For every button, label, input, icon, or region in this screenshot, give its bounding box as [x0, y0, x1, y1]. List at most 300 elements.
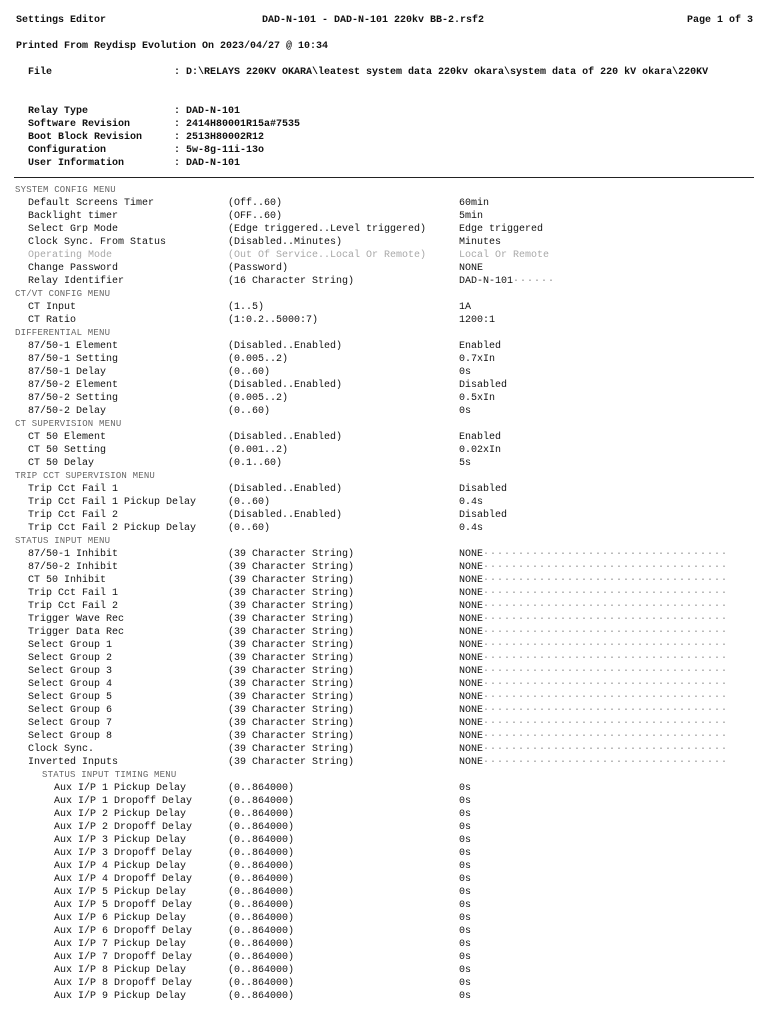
- setting-value-text: NONE: [459, 263, 484, 274]
- page-number: Page 1 of 3: [686, 15, 753, 26]
- setting-name: Aux I/P 7 Pickup Delay: [54, 939, 187, 950]
- setting-value: [459, 925, 471, 938]
- setting-value: [459, 730, 728, 743]
- setting-name: Aux I/P 4 Pickup Delay: [54, 861, 187, 872]
- setting-name: CT Input: [28, 302, 77, 313]
- setting-value: [459, 977, 471, 990]
- setting-value: [459, 379, 507, 392]
- setting-row: [0, 236, 768, 249]
- value-fill-dots: ···································: [483, 705, 729, 716]
- setting-value-text: 0s: [459, 978, 472, 989]
- setting-value-text: 0s: [459, 952, 472, 963]
- setting-name: Change Password: [28, 263, 119, 274]
- setting-row: [0, 873, 768, 886]
- setting-name: Clock Sync.: [28, 744, 95, 755]
- setting-range: (39 Character String): [228, 640, 355, 651]
- setting-range: (0..864000): [228, 952, 295, 963]
- section-header: [0, 535, 768, 548]
- setting-value-text: 0.4s: [459, 523, 484, 534]
- setting-row: [0, 379, 768, 392]
- setting-value: [459, 652, 728, 665]
- value-fill-dots: ···································: [483, 549, 729, 560]
- setting-value: [459, 964, 471, 977]
- section-header: [0, 288, 768, 301]
- setting-value: [459, 639, 728, 652]
- setting-name: Operating Mode: [28, 250, 113, 261]
- setting-row: [0, 522, 768, 535]
- setting-range: (0..60): [228, 367, 271, 378]
- setting-range: (Disabled..Enabled): [228, 380, 343, 391]
- setting-row: [0, 730, 768, 743]
- setting-row: [0, 561, 768, 574]
- setting-row: [0, 652, 768, 665]
- setting-row: [0, 223, 768, 236]
- setting-name: CT 50 Inhibit: [28, 575, 107, 586]
- setting-name: Clock Sync. From Status: [28, 237, 167, 248]
- setting-name: Aux I/P 8 Pickup Delay: [54, 965, 187, 976]
- setting-row: [0, 483, 768, 496]
- setting-value-text: 0s: [459, 822, 472, 833]
- setting-value-text: 5s: [459, 458, 472, 469]
- info-label: Relay Type: [28, 106, 89, 117]
- setting-row: [0, 366, 768, 379]
- setting-range: (39 Character String): [228, 744, 355, 755]
- setting-name: 87/50-1 Inhibit: [28, 549, 119, 560]
- setting-value-text: 0s: [459, 939, 472, 950]
- document-title: DAD-N-101 - DAD-N-101 220kv BB-2.rsf2: [262, 15, 485, 26]
- setting-name: Trigger Wave Rec: [28, 614, 125, 625]
- setting-row: [0, 496, 768, 509]
- setting-row: [0, 600, 768, 613]
- setting-value-text: Disabled: [459, 380, 508, 391]
- info-label: User Information: [28, 158, 125, 169]
- setting-range: (39 Character String): [228, 549, 355, 560]
- setting-value-text: NONE: [459, 627, 484, 638]
- setting-value: [459, 743, 728, 756]
- setting-row: [0, 990, 768, 1003]
- info-label: Software Revision: [28, 119, 131, 130]
- setting-name: Select Group 2: [28, 653, 113, 664]
- setting-row: [0, 249, 768, 262]
- setting-name: CT 50 Delay: [28, 458, 95, 469]
- setting-value-text: Enabled: [459, 432, 502, 443]
- setting-value: [459, 262, 483, 275]
- setting-range: (39 Character String): [228, 718, 355, 729]
- setting-value-text: Enabled: [459, 341, 502, 352]
- setting-range: (1..5): [228, 302, 265, 313]
- setting-range: (0..864000): [228, 939, 295, 950]
- setting-row: [0, 691, 768, 704]
- setting-value: [459, 795, 471, 808]
- setting-value-text: 0.4s: [459, 497, 484, 508]
- setting-name: Trigger Data Rec: [28, 627, 125, 638]
- setting-range: (0.005..2): [228, 354, 289, 365]
- setting-name: Aux I/P 7 Dropoff Delay: [54, 952, 193, 963]
- setting-name: 87/50-1 Setting: [28, 354, 119, 365]
- setting-name: Select Group 8: [28, 731, 113, 742]
- setting-value-text: 60min: [459, 198, 490, 209]
- setting-name: Aux I/P 1 Pickup Delay: [54, 783, 187, 794]
- setting-name: 87/50-1 Delay: [28, 367, 107, 378]
- setting-value-text: Edge triggered: [459, 224, 544, 235]
- setting-value: [459, 301, 471, 314]
- setting-row: [0, 977, 768, 990]
- relay-type-line: [28, 106, 240, 117]
- setting-range: (39 Character String): [228, 588, 355, 599]
- setting-range: (Disabled..Minutes): [228, 237, 343, 248]
- setting-range: (0..864000): [228, 783, 295, 794]
- info-value: : 2414H80001R15a#7535: [174, 119, 301, 130]
- setting-value: [459, 600, 728, 613]
- setting-range: (0..864000): [228, 913, 295, 924]
- setting-range: (0..60): [228, 497, 271, 508]
- settings-list: [0, 184, 768, 1003]
- file-line: [28, 67, 708, 78]
- setting-value: [459, 990, 471, 1003]
- setting-value: [459, 899, 471, 912]
- setting-value-text: 0s: [459, 367, 472, 378]
- value-fill-dots: ······: [513, 276, 556, 287]
- setting-value-text: 0s: [459, 783, 472, 794]
- setting-row: [0, 639, 768, 652]
- setting-value: [459, 314, 495, 327]
- configuration-line: [28, 145, 264, 156]
- setting-row: [0, 301, 768, 314]
- setting-range: (0..864000): [228, 796, 295, 807]
- value-fill-dots: ···································: [483, 562, 729, 573]
- setting-value: [459, 444, 501, 457]
- setting-value: [459, 366, 471, 379]
- setting-range: (0.1..60): [228, 458, 283, 469]
- info-value: : 2513H80002R12: [174, 132, 265, 143]
- setting-range: (39 Character String): [228, 653, 355, 664]
- setting-value: [459, 873, 471, 886]
- setting-name: Aux I/P 8 Dropoff Delay: [54, 978, 193, 989]
- info-label: Boot Block Revision: [28, 132, 143, 143]
- setting-name: Relay Identifier: [28, 276, 125, 287]
- setting-row: [0, 743, 768, 756]
- setting-row: [0, 756, 768, 769]
- file-path: : D:\RELAYS 220KV OKARA\leatest system data 220kv okara\system data of 220 kV okara\220KV: [174, 67, 709, 78]
- setting-value: [459, 509, 507, 522]
- setting-value-text: 0.5xIn: [459, 393, 496, 404]
- setting-range: (39 Character String): [228, 692, 355, 703]
- setting-row: [0, 938, 768, 951]
- value-fill-dots: ···································: [483, 757, 729, 768]
- printed-from-line: Printed From Reydisp Evolution On 2023/04/27 @ 10:34: [16, 41, 329, 52]
- setting-value-text: 0s: [459, 874, 472, 885]
- setting-name: Trip Cct Fail 2: [28, 601, 119, 612]
- setting-range: (0.005..2): [228, 393, 289, 404]
- setting-name: Aux I/P 2 Dropoff Delay: [54, 822, 193, 833]
- setting-row: [0, 886, 768, 899]
- setting-value-text: 0s: [459, 835, 472, 846]
- setting-row: [0, 275, 768, 288]
- value-fill-dots: ···································: [483, 679, 729, 690]
- setting-row: [0, 847, 768, 860]
- setting-name: Inverted Inputs: [28, 757, 119, 768]
- setting-value-text: 0s: [459, 926, 472, 937]
- setting-name: CT 50 Element: [28, 432, 107, 443]
- setting-range: (0.001..2): [228, 445, 289, 456]
- value-fill-dots: ···································: [483, 627, 729, 638]
- setting-value-text: NONE: [459, 679, 484, 690]
- setting-value: [459, 197, 489, 210]
- setting-row: [0, 548, 768, 561]
- setting-range: (16 Character String): [228, 276, 355, 287]
- setting-value-text: 0s: [459, 965, 472, 976]
- setting-name: Aux I/P 5 Dropoff Delay: [54, 900, 193, 911]
- setting-value: [459, 561, 728, 574]
- boot-block-revision-line: [28, 132, 264, 143]
- setting-row: [0, 834, 768, 847]
- setting-value-text: 0s: [459, 406, 472, 417]
- setting-value: [459, 431, 501, 444]
- setting-name: Trip Cct Fail 2: [28, 510, 119, 521]
- value-fill-dots: ···································: [483, 718, 729, 729]
- section-title: SYSTEM CONFIG MENU: [15, 185, 116, 195]
- setting-range: (0..60): [228, 406, 271, 417]
- file-label: File: [28, 67, 53, 78]
- setting-row: [0, 951, 768, 964]
- setting-value: [459, 951, 471, 964]
- value-fill-dots: ···································: [483, 731, 729, 742]
- section-title: TRIP CCT SUPERVISION MENU: [15, 471, 156, 481]
- setting-range: (Disabled..Enabled): [228, 510, 343, 521]
- setting-range: (0..864000): [228, 991, 295, 1002]
- setting-row: [0, 795, 768, 808]
- setting-range: (0..864000): [228, 835, 295, 846]
- setting-name: Trip Cct Fail 1 Pickup Delay: [28, 497, 197, 508]
- setting-value: [459, 847, 471, 860]
- setting-range: (OFF..60): [228, 211, 283, 222]
- setting-value: [459, 613, 728, 626]
- software-revision-line: [28, 119, 300, 130]
- section-header: [0, 470, 768, 483]
- setting-value-text: NONE: [459, 588, 484, 599]
- setting-range: (39 Character String): [228, 562, 355, 573]
- setting-range: (39 Character String): [228, 757, 355, 768]
- setting-value-text: Disabled: [459, 510, 508, 521]
- setting-value-text: NONE: [459, 731, 484, 742]
- setting-name: Aux I/P 3 Pickup Delay: [54, 835, 187, 846]
- setting-name: Select Grp Mode: [28, 224, 119, 235]
- setting-range: (0..864000): [228, 965, 295, 976]
- setting-name: Aux I/P 6 Pickup Delay: [54, 913, 187, 924]
- setting-name: Select Group 5: [28, 692, 113, 703]
- setting-value: [459, 223, 543, 236]
- setting-row: [0, 509, 768, 522]
- setting-name: Backlight timer: [28, 211, 119, 222]
- setting-value: [459, 665, 728, 678]
- setting-row: [0, 912, 768, 925]
- setting-value-text: 0s: [459, 861, 472, 872]
- setting-value: [459, 626, 728, 639]
- setting-row: [0, 457, 768, 470]
- setting-range: (39 Character String): [228, 601, 355, 612]
- setting-value: [459, 808, 471, 821]
- setting-value-text: 5min: [459, 211, 484, 222]
- setting-name: Default Screens Timer: [28, 198, 155, 209]
- setting-name: Select Group 1: [28, 640, 113, 651]
- setting-value: [459, 405, 471, 418]
- setting-name: Trip Cct Fail 1: [28, 484, 119, 495]
- app-title: Settings Editor: [16, 15, 107, 26]
- setting-value-text: 0s: [459, 887, 472, 898]
- section-title: STATUS INPUT MENU: [15, 536, 111, 546]
- setting-value-text: 1A: [459, 302, 472, 313]
- setting-name: 87/50-2 Inhibit: [28, 562, 119, 573]
- setting-value-text: 0.7xIn: [459, 354, 496, 365]
- setting-range: (39 Character String): [228, 679, 355, 690]
- setting-row: [0, 574, 768, 587]
- setting-value: [459, 678, 728, 691]
- setting-value: [459, 782, 471, 795]
- setting-row: [0, 314, 768, 327]
- setting-value-text: NONE: [459, 666, 484, 677]
- setting-range: (Edge triggered..Level triggered): [228, 224, 427, 235]
- setting-value: [459, 886, 471, 899]
- setting-value: [459, 457, 471, 470]
- value-fill-dots: ···································: [483, 588, 729, 599]
- setting-value: [459, 717, 728, 730]
- setting-value: [459, 353, 495, 366]
- setting-value: [459, 496, 483, 509]
- setting-range: (Password): [228, 263, 289, 274]
- setting-row: [0, 353, 768, 366]
- setting-range: (Disabled..Enabled): [228, 341, 343, 352]
- setting-value: [459, 340, 501, 353]
- setting-name: Trip Cct Fail 2 Pickup Delay: [28, 523, 197, 534]
- setting-row: [0, 808, 768, 821]
- value-fill-dots: ···································: [483, 744, 729, 755]
- setting-row: [0, 587, 768, 600]
- setting-value: [459, 548, 728, 561]
- setting-value-text: NONE: [459, 640, 484, 651]
- setting-row: [0, 431, 768, 444]
- section-title: DIFFERENTIAL MENU: [15, 328, 111, 338]
- setting-row: [0, 925, 768, 938]
- header-divider: [14, 177, 754, 178]
- setting-range: (0..864000): [228, 887, 295, 898]
- section-header: [0, 327, 768, 340]
- setting-value-text: NONE: [459, 614, 484, 625]
- setting-range: (39 Character String): [228, 666, 355, 677]
- setting-name: Aux I/P 9 Pickup Delay: [54, 991, 187, 1002]
- setting-value: [459, 275, 555, 288]
- setting-name: 87/50-1 Element: [28, 341, 119, 352]
- setting-row: [0, 717, 768, 730]
- value-fill-dots: ···································: [483, 692, 729, 703]
- setting-value-text: NONE: [459, 575, 484, 586]
- section-title: STATUS INPUT TIMING MENU: [42, 770, 177, 780]
- setting-row: [0, 704, 768, 717]
- setting-value-text: 0s: [459, 796, 472, 807]
- setting-value: [459, 574, 728, 587]
- setting-name: Aux I/P 5 Pickup Delay: [54, 887, 187, 898]
- setting-value: [459, 236, 501, 249]
- setting-name: Aux I/P 1 Dropoff Delay: [54, 796, 193, 807]
- setting-range: (0..864000): [228, 978, 295, 989]
- setting-value: [459, 834, 471, 847]
- setting-row: [0, 964, 768, 977]
- setting-name: Select Group 7: [28, 718, 113, 729]
- setting-range: (39 Character String): [228, 627, 355, 638]
- setting-range: (0..864000): [228, 861, 295, 872]
- value-fill-dots: ···································: [483, 601, 729, 612]
- setting-range: (39 Character String): [228, 614, 355, 625]
- setting-range: (39 Character String): [228, 731, 355, 742]
- value-fill-dots: ···································: [483, 575, 729, 586]
- setting-name: Select Group 4: [28, 679, 113, 690]
- setting-value-text: Minutes: [459, 237, 502, 248]
- setting-range: (Out Of Service..Local Or Remote): [228, 250, 427, 261]
- setting-value-text: 0s: [459, 913, 472, 924]
- setting-row: [0, 626, 768, 639]
- setting-value: [459, 691, 728, 704]
- setting-name: CT 50 Setting: [28, 445, 107, 456]
- setting-value-text: DAD-N-101: [459, 276, 514, 287]
- setting-value-text: 0s: [459, 900, 472, 911]
- setting-value-text: 0.02xIn: [459, 445, 502, 456]
- setting-name: 87/50-2 Element: [28, 380, 119, 391]
- setting-name: Aux I/P 6 Dropoff Delay: [54, 926, 193, 937]
- setting-value: [459, 860, 471, 873]
- setting-value: [459, 210, 483, 223]
- setting-range: (Disabled..Enabled): [228, 484, 343, 495]
- setting-value: [459, 821, 471, 834]
- setting-value: [459, 704, 728, 717]
- setting-value-text: NONE: [459, 692, 484, 703]
- setting-value: [459, 587, 728, 600]
- setting-range: (0..864000): [228, 926, 295, 937]
- info-value: : DAD-N-101: [174, 158, 241, 169]
- setting-name: Aux I/P 4 Dropoff Delay: [54, 874, 193, 885]
- setting-row: [0, 899, 768, 912]
- setting-value: [459, 938, 471, 951]
- setting-value: [459, 249, 549, 262]
- setting-value-text: NONE: [459, 601, 484, 612]
- setting-range: (0..60): [228, 523, 271, 534]
- setting-row: [0, 405, 768, 418]
- setting-row: [0, 613, 768, 626]
- info-label: Configuration: [28, 145, 107, 156]
- setting-row: [0, 392, 768, 405]
- setting-row: [0, 678, 768, 691]
- setting-value-text: Local Or Remote: [459, 250, 550, 261]
- setting-value-text: 0s: [459, 809, 472, 820]
- setting-row: [0, 262, 768, 275]
- setting-row: [0, 340, 768, 353]
- setting-value-text: NONE: [459, 562, 484, 573]
- setting-value-text: NONE: [459, 744, 484, 755]
- section-header: [0, 418, 768, 431]
- setting-range: (39 Character String): [228, 705, 355, 716]
- setting-row: [0, 821, 768, 834]
- setting-value-text: NONE: [459, 653, 484, 664]
- setting-range: (0..864000): [228, 809, 295, 820]
- setting-range: (Off..60): [228, 198, 283, 209]
- setting-range: (0..864000): [228, 900, 295, 911]
- setting-value-text: Disabled: [459, 484, 508, 495]
- setting-value-text: NONE: [459, 549, 484, 560]
- setting-range: (Disabled..Enabled): [228, 432, 343, 443]
- setting-value: [459, 522, 483, 535]
- info-value: : 5w-8g-11i-13o: [174, 145, 265, 156]
- setting-value-text: NONE: [459, 705, 484, 716]
- value-fill-dots: ···································: [483, 666, 729, 677]
- setting-value: [459, 392, 495, 405]
